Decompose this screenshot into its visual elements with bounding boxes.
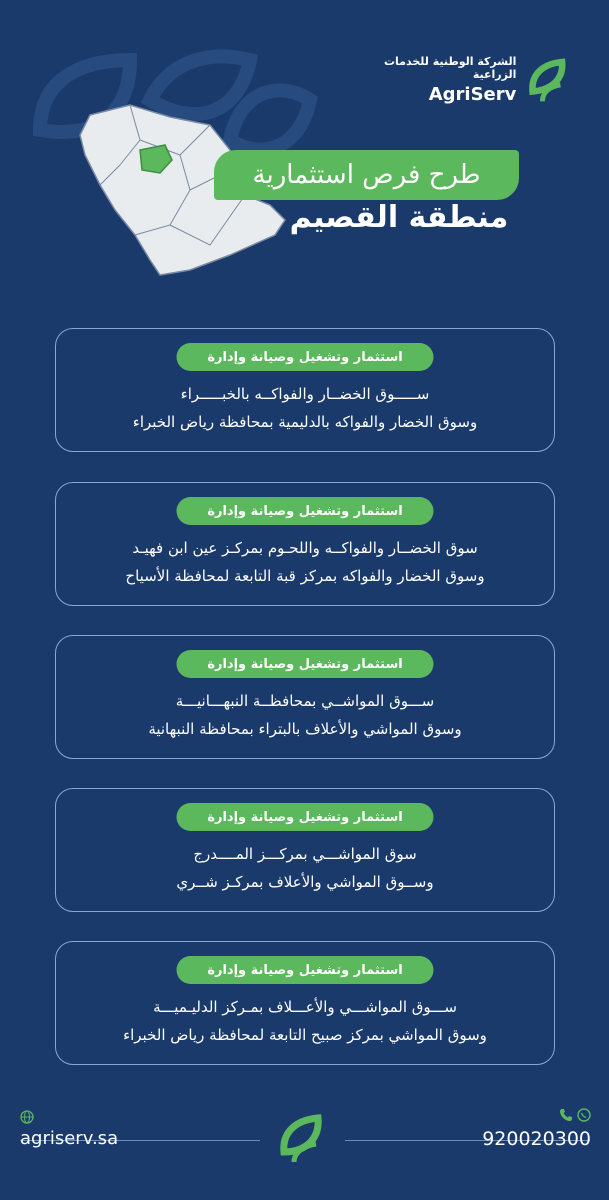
card-badge: استثمار وتشغيل وصيانة وإدارة xyxy=(177,803,434,831)
card-line-1: ســـوق المواشــي بمحافظــة النبهـــانيـــة xyxy=(175,692,435,710)
opportunity-card xyxy=(55,635,555,759)
brand-name-english: AgriServ xyxy=(428,84,517,105)
whatsapp-icon xyxy=(577,1108,591,1122)
opportunity-card xyxy=(55,788,555,912)
opportunity-card xyxy=(55,482,555,606)
card-line-2: وسوق المواشي بمركز صبيح التابعة لمحافظة رياض الخبراء xyxy=(123,1026,487,1044)
card-line-2: وســوق المواشي والأعلاف بمركـز شــري xyxy=(176,873,434,891)
footer-phone[interactable] xyxy=(482,1128,591,1150)
card-line-2: وسوق الخضار والفواكه بالدليمية بمحافظة رياض الخبراء xyxy=(132,413,478,431)
card-line-1: سوق المواشـــي بمركـــز المــــدرج xyxy=(193,845,417,863)
phone-number[interactable]: 920020300 xyxy=(482,1128,591,1150)
card-badge: استثمار وتشغيل وصيانة وإدارة xyxy=(177,343,434,371)
brand-name-arabic: الشركة الوطنية للخدمات الزراعية xyxy=(383,55,517,81)
card-line-1: ســـوق المواشـــي والأعـــلاف بمـركز الدليـميـــة xyxy=(153,998,457,1016)
agriserv-leaf-icon xyxy=(526,50,569,110)
globe-icon xyxy=(20,1110,34,1124)
page-title: طرح فرص استثمارية xyxy=(214,150,519,200)
footer-leaf-logo-icon xyxy=(274,1112,328,1166)
website-text[interactable]: agriserv.sa xyxy=(20,1128,119,1149)
card-badge: استثمار وتشغيل وصيانة وإدارة xyxy=(177,956,434,984)
card-badge: استثمار وتشغيل وصيانة وإدارة xyxy=(177,497,434,525)
card-line-1: ســـــوق الخضــار والفواكــه بالخبـــــراء xyxy=(180,385,430,403)
agriserv-logo xyxy=(369,40,569,120)
card-line-1: سوق الخضــار والفواكــه واللحـوم بمركـز عين ابن فهيـد xyxy=(132,539,478,557)
page-subtitle: منطقة القصيم xyxy=(289,199,509,235)
opportunity-card xyxy=(55,328,555,452)
card-badge: استثمار وتشغيل وصيانة وإدارة xyxy=(177,650,434,678)
footer-website[interactable] xyxy=(20,1128,118,1149)
card-line-2: وسوق المواشي والأعلاف بالبتراء بمحافظة النبهانية xyxy=(148,720,462,738)
card-line-2: وسوق الخضار والفواكه بمركز قبة التابعة لمحافظة الأسياح xyxy=(125,567,485,585)
opportunity-card xyxy=(55,941,555,1065)
phone-icon xyxy=(559,1108,573,1122)
